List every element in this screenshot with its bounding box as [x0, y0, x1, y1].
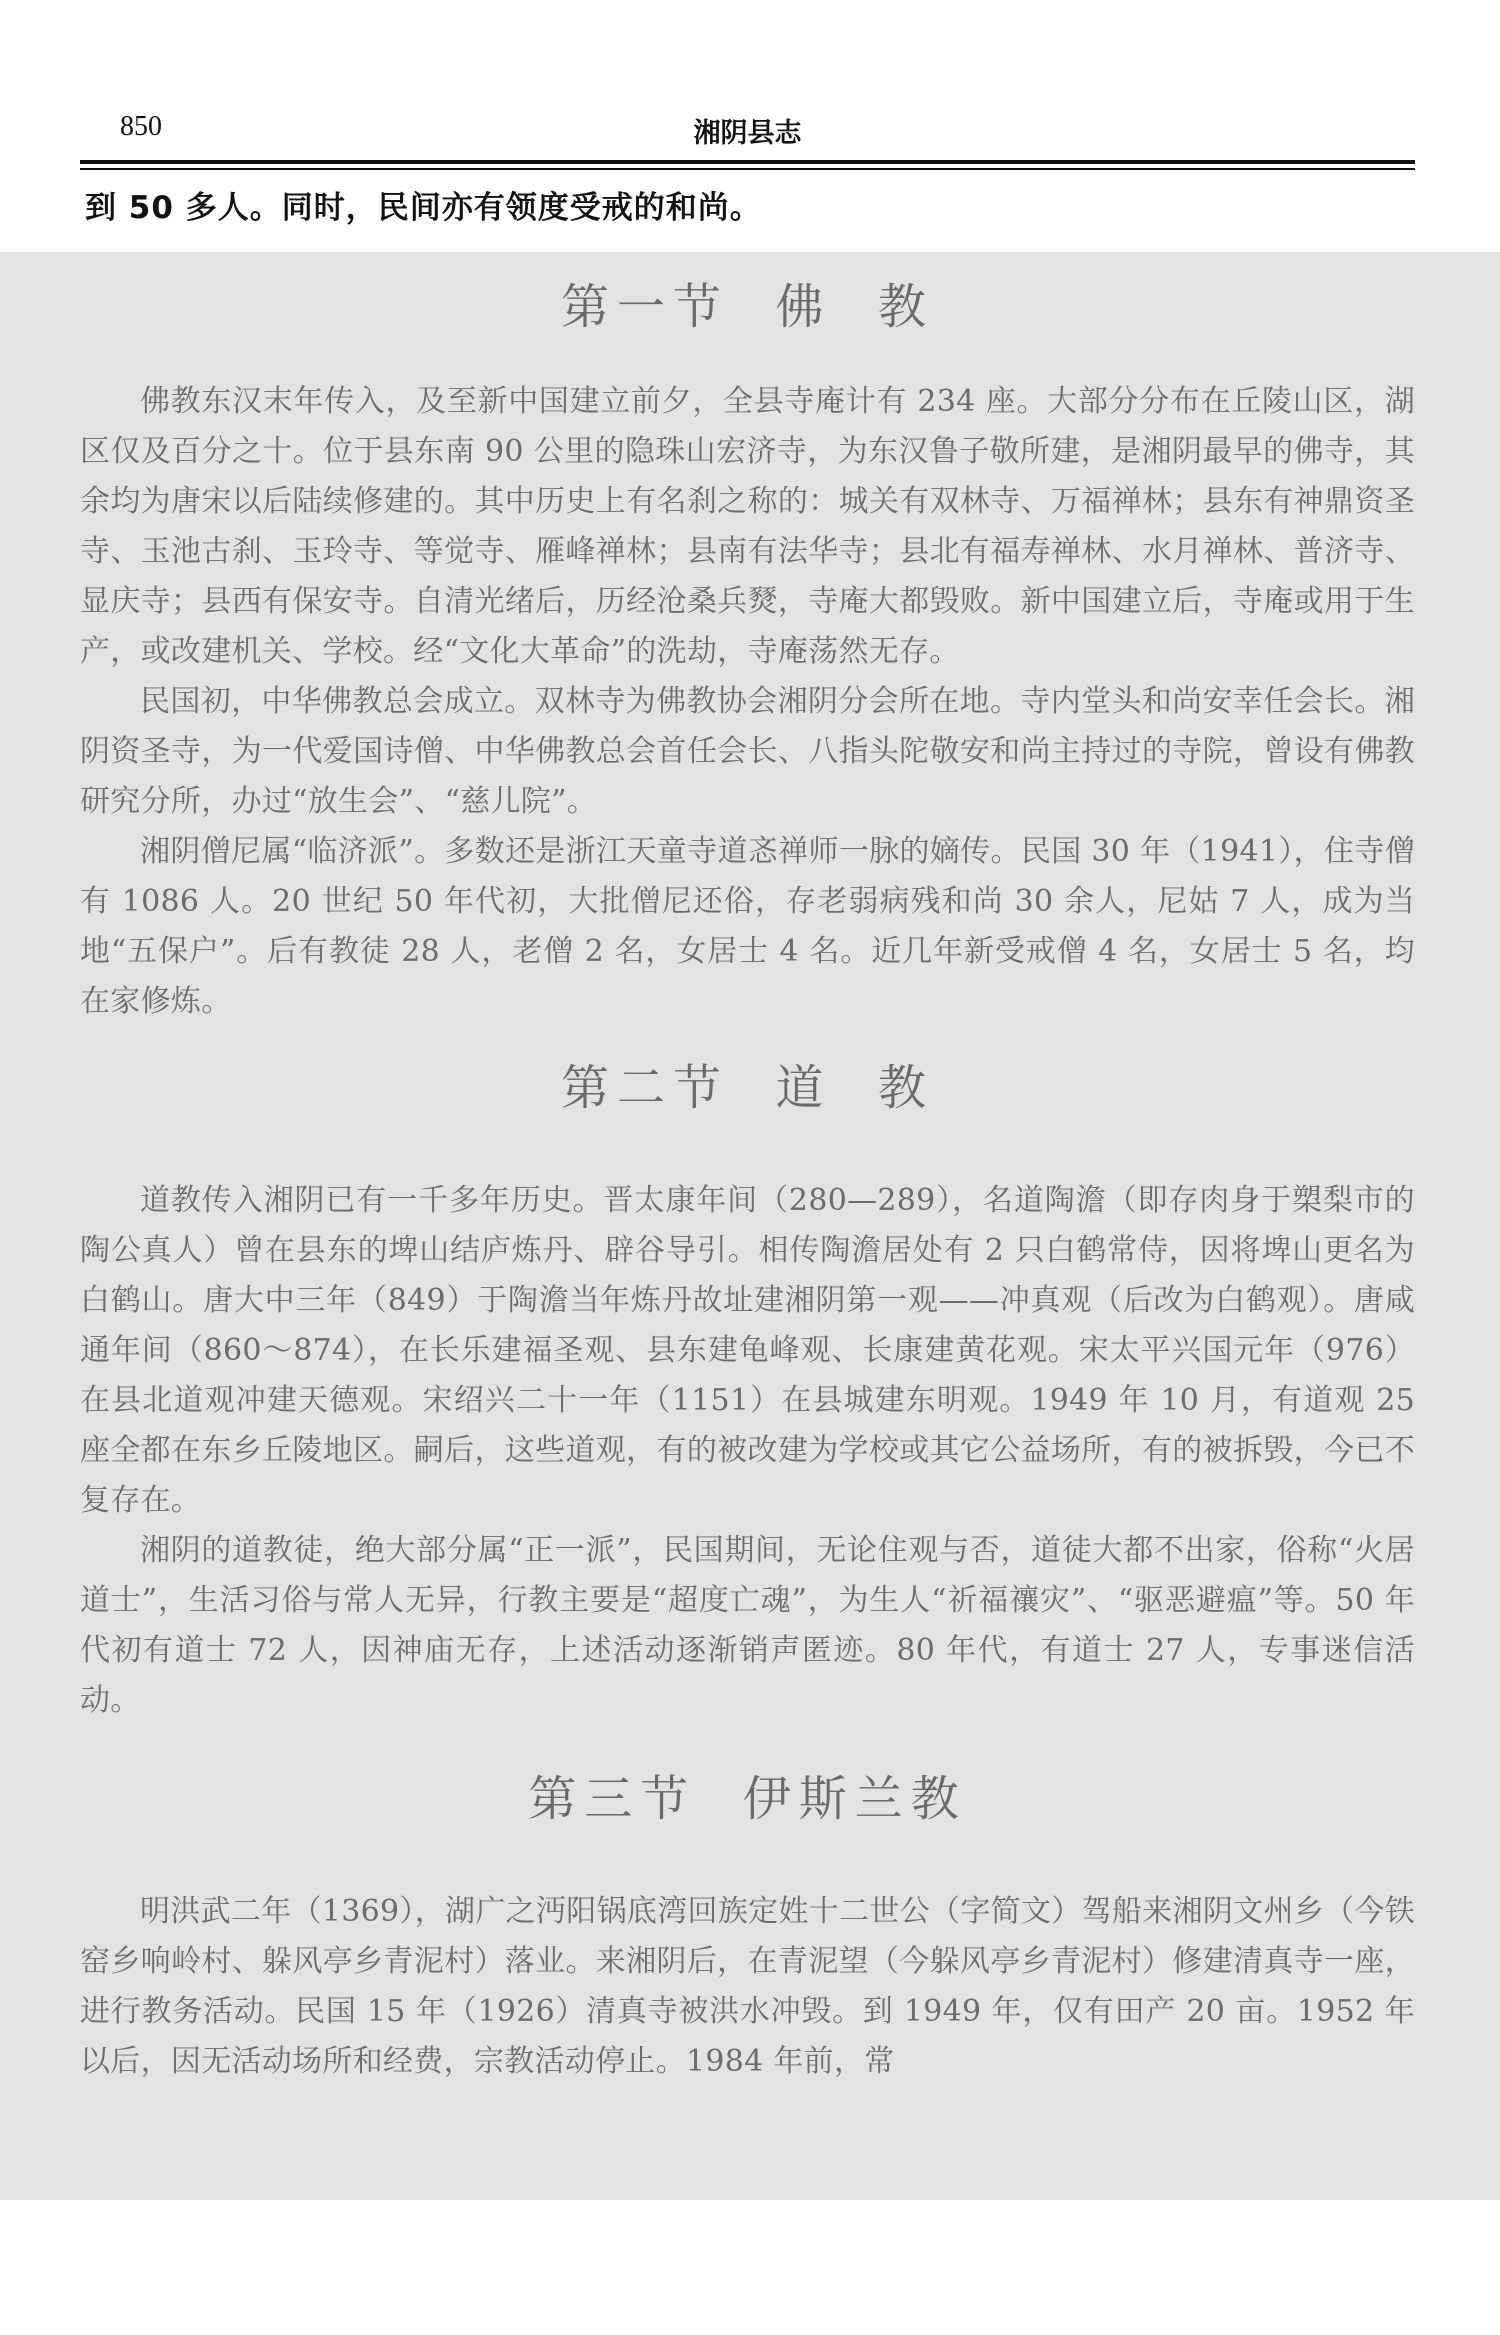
book-title: 湘阴县志	[693, 118, 802, 149]
page-header	[80, 105, 1415, 155]
header-rule-thin	[80, 168, 1415, 170]
paragraph: 湘阴僧尼属“临济派”。多数还是浙江天童寺道忞禅师一脉的嫡传。民国 30 年（1941），住寺僧有 1086 人。20 世纪 50 年代初，大批僧尼还俗，存老弱病残和尚 30 余人，尼姑 7 人，成为当地“五保户”。后有教徒 28 人，老僧 2 名，女居士 4 名。近几年新受戒僧 4 名，女居士 5 名，均在家修炼。	[80, 834, 1415, 1019]
section-buddhism	[80, 268, 1415, 1027]
section-taoism	[80, 1049, 1415, 1726]
section-islam	[80, 1760, 1415, 2087]
paragraph: 民国初，中华佛教总会成立。双林寺为佛教协会湘阴分会所在地。寺内堂头和尚安幸任会长。湘阴资圣寺，为一代爱国诗僧、中华佛教总会首任会长、八指头陀敬安和尚主持过的寺院，曾设有佛教研究分所，办过“放生会”、“慈儿院”。	[80, 684, 1415, 819]
section-title: 第三节 伊斯兰教	[528, 1771, 967, 1827]
paragraph: 佛教东汉末年传入，及至新中国建立前夕，全县寺庵计有 234 座。大部分分布在丘陵山区，湖区仅及百分之十。位于县东南 90 公里的隐珠山宏济寺，为东汉鲁子敬所建，是湘阴最早的佛寺，其余均为唐宋以后陆续修建的。其中历史上有名刹之称的：城关有双林寺、万福禅林；县东有神鼎资圣寺、玉池古刹、玉玲寺、等觉寺、雁峰禅林；县南有法华寺；县北有福寿禅林、水月禅林、普济寺、显庆寺；县西有保安寺。自清光绪后，历经沧桑兵燹，寺庵大都毁败。新中国建立后，寺庵或用于生产，或改建机关、学校。经“文化大革命”的洗劫，寺庵荡然无存。	[80, 384, 1415, 669]
page-body	[80, 252, 1415, 2087]
section-title: 第一节 佛 教	[560, 279, 935, 335]
paragraph: 道教传入湘阴已有一千多年历史。晋太康年间（280—289），名道陶澹（即存肉身于槊梨市的陶公真人）曾在县东的埤山结庐炼丹、辟谷导引。相传陶澹居处有 2 只白鹤常侍，因将埤山更名为白鹤山。唐大中三年（849）于陶澹当年炼丹故址建湘阴第一观——冲真观（后改为白鹤观）。唐咸通年间（860～874），在长乐建福圣观、县东建龟峰观、长康建黄花观。宋太平兴国元年（976）在县北道观冲建天德观。宋绍兴二十一年（1151）在县城建东明观。1949 年 10 月，有道观 25 座全都在东乡丘陵地区。嗣后，这些道观，有的被改建为学校或其它公益场所，有的被拆毁，今已不复存在。	[80, 1183, 1415, 1518]
header-rule-thick	[80, 160, 1415, 164]
section-title: 第二节 道 教	[560, 1060, 935, 1116]
paragraph: 湘阴的道教徒，绝大部分属“正一派”，民国期间，无论住观与否，道徒大都不出家，俗称“火居道士”，生活习俗与常人无异，行教主要是“超度亡魂”，为生人“祈福禳灾”、“驱恶避瘟”等。50 年代初有道士 72 人，因神庙无存，上述活动逐渐销声匿迹。80 年代，有道士 27 人，专事迷信活动。	[80, 1533, 1415, 1718]
paragraph: 明洪武二年（1369），湖广之沔阳锅底湾回族定姓十二世公（字简文）驾船来湘阴文州乡（今铁窑乡响岭村、躲风亭乡青泥村）落业。来湘阴后，在青泥望（今躲风亭乡青泥村）修建清真寺一座，进行教务活动。民国 15 年（1926）清真寺被洪水冲毁。到 1949 年，仅有田产 20 亩。1952 年以后，因无活动场所和经费，宗教活动停止。1984 年前，常	[80, 1894, 1415, 2079]
continuation-text: 到 50 多人。同时，民间亦有领度受戒的和尚。	[85, 190, 762, 226]
page-number: 850	[120, 111, 162, 142]
